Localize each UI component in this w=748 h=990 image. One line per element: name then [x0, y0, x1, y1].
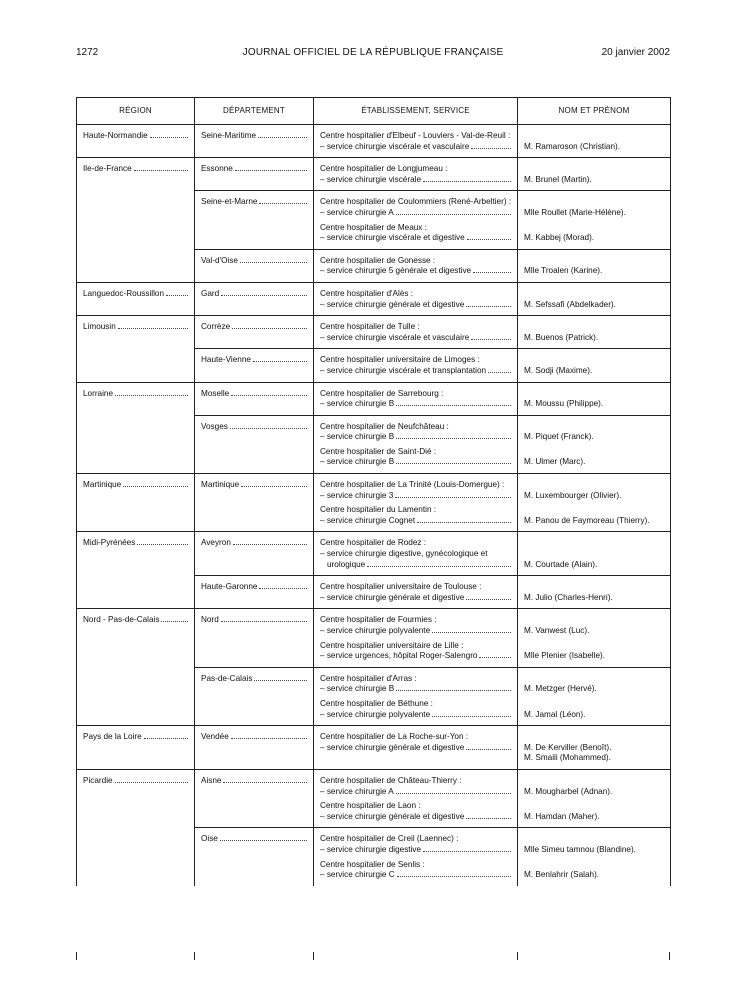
person-block [524, 732, 666, 764]
etablissement-cell [314, 576, 518, 609]
etablissement-name: Centre hospitalier de Gonesse : [320, 255, 436, 265]
etablissement-cell [314, 249, 518, 282]
departement-name: Seine-et-Marne [201, 197, 258, 207]
region-cell [77, 349, 195, 382]
region-name: Nord - Pas-de-Calais [83, 615, 160, 625]
service-line: – service chirurgie viscérale et digestive [320, 233, 465, 243]
nom-cell [518, 474, 671, 532]
etablissement-block [320, 256, 513, 277]
nom-cell [518, 415, 671, 473]
service-line: – service chirurgie générale et digestive [320, 299, 465, 309]
region-cell [77, 382, 195, 415]
service-line: – service chirurgie Cognet [320, 515, 416, 525]
service-line: – service chirurgie digestive [320, 844, 422, 854]
etablissement-block [320, 389, 513, 410]
departement-name: Vosges [201, 421, 228, 431]
region-cell [77, 316, 195, 349]
person-name: Mlle Plenier (Isabelle). [524, 651, 605, 661]
etablissement-name: Centre hospitalier de Creil (Laennec) : [320, 834, 459, 844]
person-name: M. De Kerviller (Benoît). [524, 742, 612, 752]
etablissement-cell [314, 158, 518, 191]
table-row [77, 726, 671, 770]
person-block [524, 834, 666, 855]
table-row [77, 158, 671, 191]
table-row [77, 667, 671, 725]
service-line-continuation: urologique [327, 559, 366, 569]
column-header-region: RÉGION [77, 98, 195, 125]
region-cell [77, 125, 195, 158]
person-name: M. Panou de Faymoreau (Thierry). [524, 515, 650, 525]
etablissement-name: Centre hospitalier d'Elbeuf - Louviers - Val-de-Reuil : [320, 131, 511, 140]
person-block [524, 131, 666, 152]
etablissement-cell [314, 316, 518, 349]
etablissement-block [320, 732, 513, 753]
departement-name: Seine-Maritime [201, 131, 257, 140]
service-line: – service urgences, hôpital Roger-Salengro [320, 651, 478, 661]
departement-cell [195, 382, 314, 415]
departement-cell [195, 191, 314, 249]
person-block [524, 197, 666, 218]
region-name: Limousin [83, 322, 116, 332]
person-name: M. Luxembourger (Olivier). [524, 490, 622, 500]
etablissement-name: Centre hospitalier de Longjumeau : [320, 164, 448, 174]
etablissement-cell [314, 769, 518, 827]
nom-cell [518, 726, 671, 770]
appointments-table [76, 97, 671, 886]
departement-cell [195, 609, 314, 667]
etablissement-block [320, 834, 513, 855]
person-block [524, 322, 666, 343]
person-name: M. Brunel (Martin). [524, 174, 592, 184]
departement-cell [195, 349, 314, 382]
service-line: – service chirurgie C [320, 870, 395, 880]
nom-cell [518, 667, 671, 725]
region-name: Languedoc-Roussillon [83, 288, 165, 298]
etablissement-name: Centre hospitalier de Senlis : [320, 859, 425, 869]
service-line: – service chirurgie viscérale et transplantation [320, 365, 487, 375]
etablissement-name: Centre hospitalier de Neufchâteau : [320, 421, 449, 431]
table-row [77, 125, 671, 158]
person-name: M. Ramaroson (Christian). [524, 141, 620, 151]
region-cell [77, 249, 195, 282]
departement-cell [195, 125, 314, 158]
etablissement-cell [314, 415, 518, 473]
person-name: M. Mougharbel (Adnan). [524, 786, 613, 796]
nom-cell [518, 316, 671, 349]
person-block [524, 355, 666, 376]
etablissement-name: Centre hospitalier d'Alès : [320, 288, 414, 298]
departement-cell [195, 282, 314, 315]
region-name: Martinique [83, 480, 122, 490]
service-line: – service chirurgie B [320, 432, 395, 442]
nom-cell [518, 382, 671, 415]
departement-name: Corrèze [201, 322, 231, 332]
etablissement-name: Centre hospitalier de Sarrebourg : [320, 388, 444, 398]
nom-cell [518, 191, 671, 249]
etablissement-block [320, 641, 513, 662]
table-row [77, 282, 671, 315]
etablissement-name: Centre hospitalier de Laon : [320, 801, 421, 811]
person-block [524, 776, 666, 797]
person-name: M. Buenos (Patrick). [524, 332, 599, 342]
region-cell [77, 282, 195, 315]
etablissement-name: Centre hospitalier de Coulommiers (René-Arbeltier) : [320, 197, 512, 207]
journal-title: JOURNAL OFFICIEL DE LA RÉPUBLIQUE FRANÇAISE [242, 47, 504, 58]
etablissement-name: Centre hospitalier de Tulle : [320, 322, 420, 332]
service-line: – service chirurgie générale et digestive [320, 592, 465, 602]
etablissement-block [320, 480, 513, 501]
service-line: – service chirurgie 5 générale et digestive [320, 266, 472, 276]
service-line: – service chirurgie B [320, 684, 395, 694]
departement-name: Nord [201, 615, 219, 625]
person-name: M. Piquet (Franck). [524, 432, 594, 442]
etablissement-name: Centre hospitalier universitaire de Toulouse : [320, 582, 482, 592]
departement-name: Essonne [201, 164, 233, 174]
nom-cell [518, 609, 671, 667]
departement-name: Aisne [201, 775, 222, 785]
person-block [524, 164, 666, 185]
table-row [77, 474, 671, 532]
table-row [77, 609, 671, 667]
nom-cell [518, 828, 671, 886]
person-name: M. Vanwest (Luc). [524, 626, 590, 635]
nom-cell [518, 576, 671, 609]
person-block [524, 447, 666, 468]
etablissement-block [320, 505, 513, 526]
table-row [77, 316, 671, 349]
region-cell [77, 609, 195, 667]
person-block [524, 538, 666, 570]
table-row [77, 769, 671, 827]
departement-cell [195, 474, 314, 532]
table-row [77, 415, 671, 473]
person-name: M. Smaili (Mohammed). [524, 753, 611, 763]
region-cell [77, 769, 195, 827]
person-block [524, 422, 666, 443]
departement-name: Val-d'Oise [201, 255, 238, 265]
person-name: M. Sefssafi (Abdelkader). [524, 299, 616, 309]
table-header-row [77, 98, 671, 125]
etablissement-cell [314, 349, 518, 382]
person-name: M. Sodji (Maxime). [524, 365, 593, 375]
etablissement-cell [314, 474, 518, 532]
etablissement-block [320, 131, 513, 152]
etablissement-cell [314, 532, 518, 576]
service-line: – service chirurgie viscérale [320, 174, 422, 184]
region-cell [77, 667, 195, 725]
etablissement-cell [314, 282, 518, 315]
etablissement-block [320, 223, 513, 244]
etablissement-block [320, 699, 513, 720]
etablissement-block [320, 860, 513, 881]
departement-cell [195, 667, 314, 725]
departement-cell [195, 532, 314, 576]
nom-cell [518, 282, 671, 315]
page-number: 1272 [76, 47, 99, 58]
person-block [524, 615, 666, 636]
etablissement-block [320, 776, 513, 797]
nom-cell [518, 125, 671, 158]
departement-name: Gard [201, 288, 220, 298]
person-name: M. Ulmer (Marc). [524, 457, 586, 467]
region-name: Haute-Normandie [83, 131, 148, 140]
person-name: M. Julio (Charles-Henri). [524, 592, 613, 602]
region-cell [77, 158, 195, 191]
column-header-departement: DÉPARTEMENT [195, 98, 314, 125]
person-block [524, 860, 666, 881]
etablissement-name: Centre hospitalier de Béthune : [320, 698, 433, 708]
departement-cell [195, 316, 314, 349]
region-name: Midi-Pyrénées [83, 538, 136, 548]
etablissement-cell [314, 828, 518, 886]
etablissement-name: Centre hospitalier de Fourmies : [320, 615, 437, 625]
etablissement-cell [314, 382, 518, 415]
region-cell [77, 576, 195, 609]
etablissement-block [320, 582, 513, 603]
departement-cell [195, 249, 314, 282]
page-header [76, 47, 670, 61]
etablissement-cell [314, 125, 518, 158]
person-block [524, 389, 666, 410]
departement-name: Pas-de-Calais [201, 673, 253, 683]
column-header-etablissement: ÉTABLISSEMENT, SERVICE [314, 98, 518, 125]
etablissement-name: Centre hospitalier de Château-Thierry : [320, 775, 462, 785]
region-name: Lorraine [83, 388, 114, 398]
table-row [77, 349, 671, 382]
etablissement-cell [314, 726, 518, 770]
person-name: M. Moussu (Philippe). [524, 399, 604, 409]
etablissement-name: Centre hospitalier de Meaux : [320, 222, 427, 232]
etablissement-block [320, 801, 513, 822]
person-name: Mlle Roullet (Marie-Hélène). [524, 207, 626, 217]
person-block [524, 674, 666, 695]
column-header-nom: NOM ET PRÉNOM [518, 98, 671, 125]
nom-cell [518, 249, 671, 282]
service-line: – service chirurgie digestive, gynécologique et [320, 549, 488, 559]
region-cell [77, 828, 195, 886]
table-row [77, 249, 671, 282]
person-name: M. Benlahrir (Salah). [524, 870, 600, 880]
nom-cell [518, 349, 671, 382]
person-block [524, 582, 666, 603]
departement-name: Oise [201, 834, 218, 844]
departement-cell [195, 769, 314, 827]
person-name: Mlle Troalen (Karine). [524, 266, 603, 276]
nom-cell [518, 769, 671, 827]
departement-name: Haute-Garonne [201, 582, 258, 592]
service-line: – service chirurgie A [320, 207, 394, 217]
departement-name: Aveyron [201, 538, 231, 548]
person-name: M. Jamal (Léon). [524, 709, 586, 719]
person-block [524, 699, 666, 720]
etablissement-name: Centre hospitalier de Rodez : [320, 538, 427, 548]
service-line: – service chirurgie générale et digestive [320, 811, 465, 821]
etablissement-name: Centre hospitalier de La Trinité (Louis-Domergue) : [320, 480, 505, 490]
person-name: M. Kabbej (Morad). [524, 233, 595, 243]
etablissement-cell [314, 609, 518, 667]
publication-date: 20 janvier 2002 [601, 47, 670, 58]
table-row [77, 191, 671, 249]
etablissement-block [320, 538, 513, 570]
region-name: Picardie [83, 775, 113, 785]
service-line: – service chirurgie B [320, 399, 395, 409]
service-line: – service chirurgie viscérale et vasculaire [320, 332, 470, 342]
service-line: – service chirurgie polyvalente [320, 709, 431, 719]
table-body [77, 125, 671, 886]
departement-name: Vendée [201, 732, 229, 742]
region-name: Ile-de-France [83, 164, 132, 174]
etablissement-name: Centre hospitalier de Saint-Dié : [320, 446, 437, 456]
person-block [524, 641, 666, 662]
etablissement-block [320, 355, 513, 376]
etablissement-name: Centre hospitalier de La Roche-sur-Yon : [320, 732, 469, 742]
person-name: M. Courtade (Alain). [524, 559, 598, 569]
etablissement-cell [314, 191, 518, 249]
table-row [77, 382, 671, 415]
etablissement-name: Centre hospitalier universitaire de Lille : [320, 640, 464, 650]
person-block [524, 801, 666, 822]
region-name: Pays de la Loire [83, 732, 142, 742]
etablissement-name: Centre hospitalier du Lamentin : [320, 505, 437, 515]
table-row [77, 576, 671, 609]
service-line: – service chirurgie polyvalente [320, 626, 431, 635]
region-cell [77, 191, 195, 249]
etablissement-block [320, 674, 513, 695]
person-block [524, 480, 666, 501]
etablissement-name: Centre hospitalier universitaire de Limoges : [320, 355, 480, 365]
departement-cell [195, 576, 314, 609]
departement-cell [195, 415, 314, 473]
etablissement-block [320, 164, 513, 185]
etablissement-block [320, 289, 513, 310]
departement-name: Moselle [201, 388, 230, 398]
etablissement-block [320, 422, 513, 443]
service-line: – service chirurgie viscérale et vasculaire [320, 141, 470, 151]
table-continuation [76, 952, 670, 960]
departement-cell [195, 158, 314, 191]
departement-name: Haute-Vienne [201, 355, 251, 365]
etablissement-block [320, 447, 513, 468]
service-line: – service chirurgie générale et digestive [320, 742, 465, 752]
person-name: M. Metzger (Hervé). [524, 684, 597, 694]
table-row [77, 828, 671, 886]
departement-cell [195, 726, 314, 770]
person-block [524, 223, 666, 244]
region-cell [77, 532, 195, 576]
person-name: M. Hamdan (Maher). [524, 811, 600, 821]
etablissement-cell [314, 667, 518, 725]
etablissement-name: Centre hospitalier d'Arras : [320, 673, 417, 683]
etablissement-block [320, 322, 513, 343]
person-block [524, 289, 666, 310]
departement-name: Martinique [201, 480, 240, 490]
etablissement-block [320, 197, 513, 218]
person-block [524, 505, 666, 526]
service-line: – service chirurgie B [320, 457, 395, 467]
service-line: – service chirurgie 3 [320, 490, 394, 500]
region-cell [77, 474, 195, 532]
etablissement-block [320, 615, 513, 636]
region-cell [77, 726, 195, 770]
table-row [77, 532, 671, 576]
nom-cell [518, 158, 671, 191]
person-name: Mlle Simeu tamnou (Blandine). [524, 844, 636, 854]
person-block [524, 256, 666, 277]
nom-cell [518, 532, 671, 576]
service-line: – service chirurgie A [320, 786, 394, 796]
region-cell [77, 415, 195, 473]
departement-cell [195, 828, 314, 886]
